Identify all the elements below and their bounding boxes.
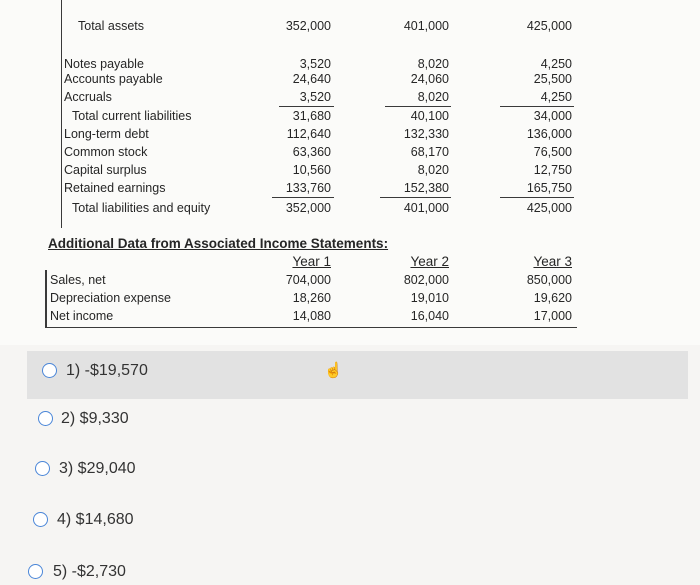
row-total-current-liabilities-y1: 31,680	[292, 109, 331, 123]
income-header-year3: Year 3	[533, 254, 572, 269]
total-underline-y1	[272, 197, 334, 198]
income-row-sales-label: Sales, net	[50, 273, 106, 287]
row-long-term-debt-y1: 112,640	[286, 127, 331, 141]
income-row-sales-y1: 704,000	[285, 273, 331, 287]
row-accruals-label: Accruals	[64, 90, 112, 104]
hand-cursor-icon: ☝	[324, 362, 343, 379]
income-row-depreciation-y3: 19,620	[533, 291, 572, 305]
row-accounts-payable-y2: 24,060	[410, 72, 449, 86]
subtotal-underline-y3	[500, 106, 574, 107]
row-total-current-liabilities-y3: 34,000	[533, 109, 572, 123]
row-long-term-debt-label: Long-term debt	[64, 127, 149, 141]
total-assets-y1: 352,000	[285, 19, 331, 33]
income-row-depreciation-label: Depreciation expense	[50, 291, 171, 305]
row-common-stock-label: Common stock	[64, 145, 148, 159]
row-notes-payable-y1: 3,520	[299, 57, 331, 71]
option-4-radio[interactable]	[33, 512, 48, 527]
row-retained-earnings-y3: 165,750	[526, 181, 572, 195]
option-2-radio[interactable]	[38, 411, 53, 426]
option-3-label[interactable]: 3) $29,040	[59, 460, 136, 477]
income-row-net-income-y3: 17,000	[533, 309, 572, 323]
total-assets-label: Total assets	[78, 19, 145, 33]
row-accruals-y3: 4,250	[540, 90, 572, 104]
row-common-stock-y2: 68,170	[410, 145, 449, 159]
row-common-stock-y3: 76,500	[533, 145, 572, 159]
income-row-depreciation-y1: 18,260	[292, 291, 331, 305]
income-row-depreciation-y2: 19,010	[410, 291, 449, 305]
row-total-liabilities-equity-y3: 425,000	[526, 201, 572, 215]
row-capital-surplus-y2: 8,020	[417, 163, 449, 177]
row-total-liabilities-equity-y1: 352,000	[285, 201, 331, 215]
subtotal-underline-y2	[385, 106, 451, 107]
income-row-sales-y3: 850,000	[526, 273, 572, 287]
row-accounts-payable-y1: 24,640	[292, 72, 331, 86]
income-table-left-border	[45, 270, 47, 327]
income-row-sales-y2: 802,000	[403, 273, 449, 287]
income-header-year2: Year 2	[410, 254, 449, 269]
row-retained-earnings-y1: 133,760	[285, 181, 331, 195]
option-1-label[interactable]: 1) -$19,570	[66, 362, 148, 379]
option-5-radio[interactable]	[28, 564, 43, 579]
row-total-liabilities-equity-label: Total liabilities and equity	[72, 201, 211, 215]
income-header-year1: Year 1	[292, 254, 331, 269]
row-capital-surplus-y3: 12,750	[533, 163, 572, 177]
income-row-net-income-y2: 16,040	[410, 309, 449, 323]
income-row-net-income-y1: 14,080	[292, 309, 331, 323]
row-notes-payable-label: Notes payable	[64, 57, 144, 71]
row-total-current-liabilities-label: Total current liabilities	[72, 109, 192, 123]
option-1-radio[interactable]	[42, 363, 57, 378]
total-underline-y3	[500, 197, 574, 198]
subtotal-underline-y1	[279, 106, 334, 107]
income-table-bottom-rule	[45, 327, 577, 328]
row-total-current-liabilities-y2: 40,100	[410, 109, 449, 123]
option-4-label[interactable]: 4) $14,680	[57, 511, 134, 528]
row-retained-earnings-y2: 152,380	[403, 181, 449, 195]
total-assets-y2: 401,000	[403, 19, 449, 33]
income-section-title: Additional Data from Associated Income Statements:	[48, 236, 389, 251]
option-5-label[interactable]: 5) -$2,730	[53, 563, 126, 580]
row-long-term-debt-y3: 136,000	[526, 127, 572, 141]
row-total-liabilities-equity-y2: 401,000	[403, 201, 449, 215]
row-accounts-payable-y3: 25,500	[533, 72, 572, 86]
row-capital-surplus-label: Capital surplus	[64, 163, 147, 177]
row-accruals-y2: 8,020	[417, 90, 449, 104]
income-row-net-income-label: Net income	[50, 309, 114, 323]
total-underline-y2	[380, 197, 451, 198]
row-accounts-payable-label: Accounts payable	[64, 72, 163, 86]
row-notes-payable-y3: 4,250	[540, 57, 572, 71]
row-retained-earnings-label: Retained earnings	[64, 181, 166, 195]
row-accruals-y1: 3,520	[299, 90, 331, 104]
option-2-label[interactable]: 2) $9,330	[61, 410, 129, 427]
total-assets-y3: 425,000	[526, 19, 572, 33]
table-left-border	[61, 0, 62, 228]
row-capital-surplus-y1: 10,560	[292, 163, 331, 177]
row-notes-payable-y2: 8,020	[417, 57, 449, 71]
option-3-radio[interactable]	[35, 461, 50, 476]
row-common-stock-y1: 63,360	[292, 145, 331, 159]
row-long-term-debt-y2: 132,330	[403, 127, 449, 141]
